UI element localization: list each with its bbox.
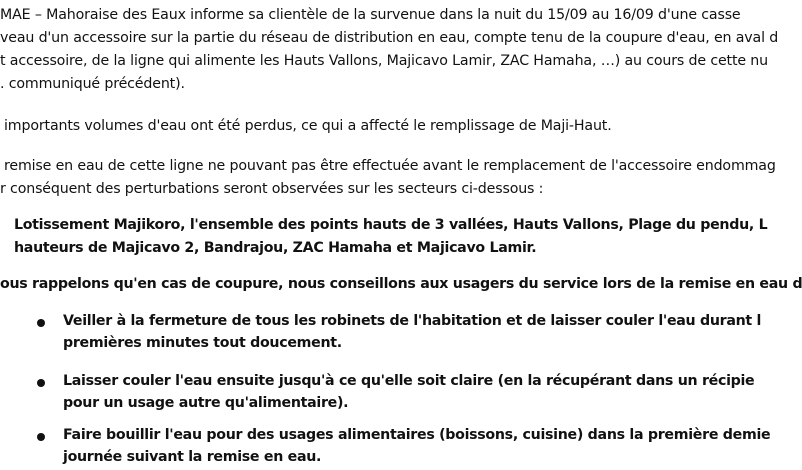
paragraph-3-line-2: r conséquent des perturbations seront observées sur les secteurs ci-dessous :: [0, 181, 544, 197]
advice-1-line-2: premières minutes tout doucement.: [63, 335, 342, 351]
advice-2-line-2: pour un usage autre qu'alimentaire).: [63, 395, 349, 411]
advice-2-line-1: Laisser couler l'eau ensuite jusqu'à ce qu'elle soit claire (en la récupérant dans un récipie: [63, 373, 755, 389]
advice-intro: ous rappelons qu'en cas de coupure, nous conseillons aux usagers du service lors de la remise en eau d: [0, 276, 802, 292]
paragraph-1-line-2: veau d'un accessoire sur la partie du réseau de distribution en eau, compte tenu de la coupure d'eau, en aval d: [0, 30, 779, 46]
paragraph-1-line-1: MAE – Mahoraise des Eaux informe sa clientèle de la survenue dans la nuit du 15/09 au 16/09 d'une casse: [0, 7, 741, 23]
bullet-icon: [37, 319, 45, 327]
advice-3-line-2: journée suivant la remise en eau.: [63, 449, 322, 465]
paragraph-1-line-4: . communiqué précédent).: [0, 76, 185, 92]
sectors-line-1: Lotissement Majikoro, l'ensemble des points hauts de 3 vallées, Hauts Vallons, Plage du pendu, L: [14, 217, 768, 233]
advice-1-line-1: Veiller à la fermeture de tous les robinets de l'habitation et de laisser couler l'eau durant l: [63, 313, 762, 329]
paragraph-1-line-3: t accessoire, de la ligne qui alimente les Hauts Vallons, Majicavo Lamir, ZAC Hamaha, …) au cours de cette nu: [0, 53, 768, 69]
advice-3-line-1: Faire bouillir l'eau pour des usages alimentaires (boissons, cuisine) dans la première demie: [63, 427, 771, 443]
sectors-line-2: hauteurs de Majicavo 2, Bandrajou, ZAC Hamaha et Majicavo Lamir.: [14, 240, 537, 256]
bullet-icon: [37, 379, 45, 387]
paragraph-2: importants volumes d'eau ont été perdus, ce qui a affecté le remplissage de Maji-Haut.: [4, 118, 612, 134]
bullet-icon: [37, 433, 45, 441]
paragraph-3-line-1: remise en eau de cette ligne ne pouvant pas être effectuée avant le remplacement de l'accessoire endommag: [4, 158, 776, 174]
